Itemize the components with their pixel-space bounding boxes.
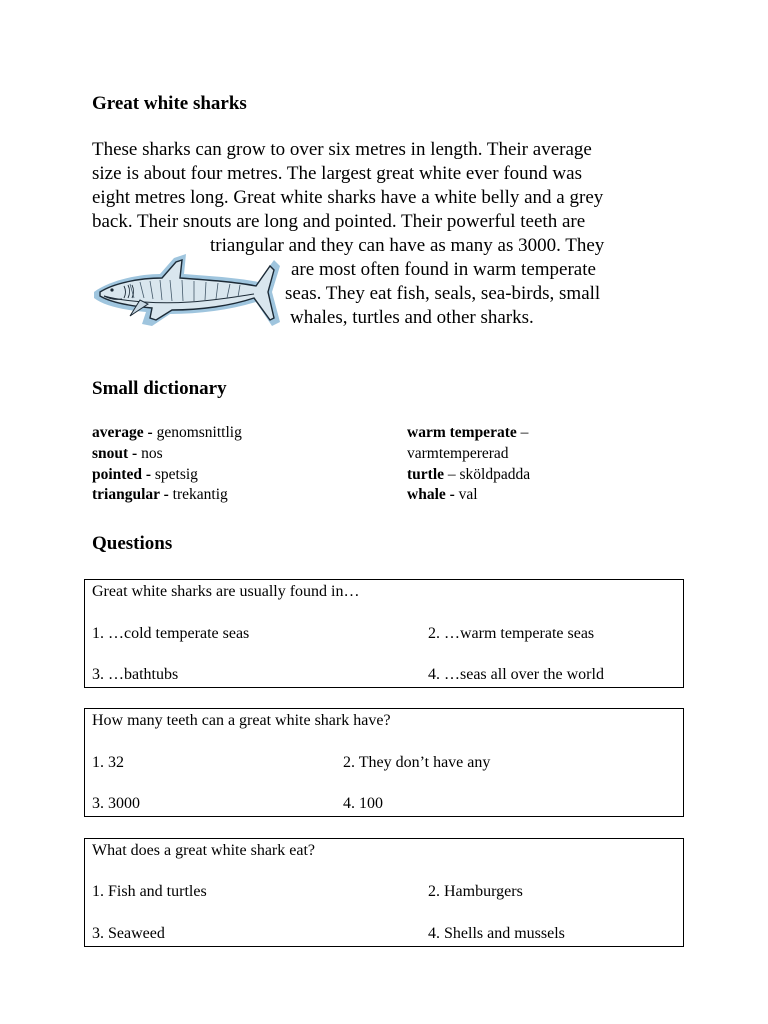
answer-option[interactable]: 2. Hamburgers — [428, 883, 523, 900]
paragraph-line-7: seas. They eat fish, seals, sea-birds, small — [285, 283, 601, 304]
dictionary-translation: nos — [137, 444, 163, 462]
answer-option[interactable]: 2. …warm temperate seas — [428, 625, 595, 642]
paragraph-line-6: are most often found in warm temperate — [291, 259, 596, 280]
answer-option[interactable]: 1. …cold temperate seas — [92, 625, 250, 642]
dictionary-word: pointed - — [92, 465, 151, 483]
dictionary-word: turtle — [407, 465, 445, 483]
question-text: How many teeth can a great white shark have? — [92, 712, 391, 729]
dictionary-word: triangular - — [92, 486, 169, 504]
answer-option[interactable]: 4. Shells and mussels — [428, 925, 565, 942]
answer-option[interactable]: 2. They don’t have any — [343, 754, 491, 771]
dictionary-entry — [407, 485, 530, 506]
dictionary-translation: spetsig — [151, 465, 198, 483]
question-text: What does a great white shark eat? — [92, 842, 316, 859]
dictionary-entry — [407, 423, 530, 444]
question-box-1 — [84, 579, 684, 688]
dictionary-translation: – — [516, 424, 529, 441]
dictionary-translation: trekantig — [168, 486, 228, 504]
dictionary-translation: varmtempererad — [407, 444, 509, 462]
paragraph-line-5: triangular and they can have as many as 3000. They — [210, 235, 605, 256]
dictionary-entry — [407, 444, 530, 465]
dictionary-translation: val — [454, 486, 478, 504]
questions-title: Questions — [92, 533, 173, 554]
answer-option[interactable]: 4. …seas all over the world — [428, 666, 604, 683]
paragraph-line-3: eight metres long. Great white sharks have a white belly and a grey — [92, 187, 604, 208]
dictionary-entry — [407, 465, 530, 486]
answer-option[interactable]: 1. 32 — [92, 754, 124, 771]
dictionary-word: whale - — [407, 486, 455, 504]
dictionary-right-column — [407, 423, 530, 506]
answer-option[interactable]: 1. Fish and turtles — [92, 883, 207, 900]
dictionary-word: snout - — [92, 444, 138, 462]
paragraph-line-2: size is about four metres. The largest great white ever found was — [92, 163, 582, 184]
dictionary-entry — [92, 485, 242, 506]
article-title: Great white sharks — [92, 93, 247, 114]
paragraph-line-4: back. Their snouts are long and pointed. Their powerful teeth are — [92, 211, 586, 232]
dictionary-entry — [92, 444, 242, 465]
answer-option[interactable]: 3. …bathtubs — [92, 666, 179, 683]
dictionary-word: warm temperate — [407, 424, 517, 441]
question-box-2 — [84, 708, 684, 817]
dictionary-entry — [92, 423, 242, 444]
dictionary-title: Small dictionary — [92, 378, 227, 399]
question-text: Great white sharks are usually found in… — [92, 583, 360, 600]
answer-option[interactable]: 3. Seaweed — [92, 925, 165, 942]
dictionary-entry — [92, 465, 242, 486]
shark-icon — [90, 252, 280, 330]
answer-option[interactable]: 3. 3000 — [92, 795, 140, 812]
paragraph-line-8: whales, turtles and other sharks. — [290, 307, 534, 328]
question-box-3 — [84, 838, 684, 947]
dictionary-left-column — [92, 423, 242, 506]
dictionary-translation: genomsnittlig — [152, 424, 242, 441]
paragraph-line-1: These sharks can grow to over six metres in length. Their average — [92, 139, 592, 160]
dictionary-word: average - — [92, 424, 153, 441]
answer-option[interactable]: 4. 100 — [343, 795, 383, 812]
dictionary-translation: – sköldpadda — [444, 465, 531, 483]
